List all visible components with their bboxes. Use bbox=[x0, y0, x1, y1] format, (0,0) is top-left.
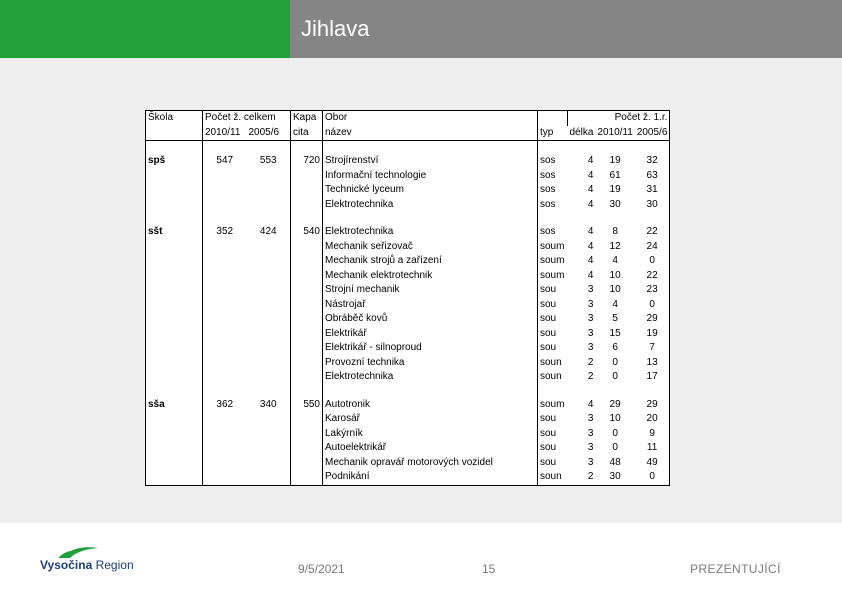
program-length: 3 bbox=[587, 413, 594, 424]
program-length: 4 bbox=[587, 255, 594, 266]
school-name: spš bbox=[146, 154, 203, 212]
table-row bbox=[146, 225, 670, 240]
program-first-year-2005: 0 bbox=[635, 254, 670, 269]
program-type: sou bbox=[538, 427, 568, 442]
program-length: 4 bbox=[587, 155, 594, 166]
header-accent bbox=[0, 0, 290, 58]
program-first-year-2005: 9 bbox=[635, 427, 670, 442]
program-name: Informační technologie bbox=[323, 169, 538, 184]
header-kapacita-2: cita bbox=[291, 126, 323, 141]
program-name: Elektrikář - silnoproud bbox=[323, 341, 538, 356]
program-length: 3 bbox=[587, 284, 594, 295]
program-first-year-2010: 48 bbox=[609, 456, 621, 468]
program-type: sos bbox=[538, 169, 568, 184]
program-first-year-2010: 19 bbox=[609, 184, 621, 195]
program-length: 3 bbox=[587, 342, 594, 353]
program-type: sou bbox=[538, 341, 568, 356]
header-obor-2: název bbox=[323, 126, 538, 141]
program-first-year-2010: 4 bbox=[612, 255, 618, 266]
program-first-year-2005: 30 bbox=[635, 198, 670, 213]
program-type: sos bbox=[538, 225, 568, 240]
program-length: 4 bbox=[587, 184, 594, 195]
program-first-year-2010: 10 bbox=[609, 269, 621, 281]
school-count-2010: 362 bbox=[203, 398, 247, 486]
program-first-year-2010: 0 bbox=[612, 442, 618, 453]
program-name: Nástrojař bbox=[323, 298, 538, 313]
schools-table bbox=[145, 110, 670, 486]
presenter-label: PREZENTUJÍCÍ bbox=[690, 562, 781, 576]
school-count-2010: 352 bbox=[203, 225, 247, 385]
school-count-2005: 340 bbox=[247, 398, 291, 486]
program-first-year-2005: 29 bbox=[635, 312, 670, 327]
program-type: sou bbox=[538, 456, 568, 471]
program-first-year-2005: 24 bbox=[635, 240, 670, 255]
header-skola: Škola bbox=[146, 111, 203, 126]
program-name: Autotronik bbox=[323, 398, 538, 413]
program-first-year-2010: 30 bbox=[595, 470, 634, 485]
footer-date: 9/5/2021 bbox=[298, 562, 345, 576]
program-name: Strojírenství bbox=[323, 154, 538, 169]
program-first-year-2010: 30 bbox=[609, 198, 621, 210]
program-name: Lakýrník bbox=[323, 427, 538, 442]
program-type: sou bbox=[538, 283, 568, 298]
table-row bbox=[146, 398, 670, 413]
program-name: Technické lyceum bbox=[323, 183, 538, 198]
program-first-year-2010: 12 bbox=[609, 240, 621, 252]
program-first-year-2005: 17 bbox=[635, 370, 670, 385]
program-first-year-2010: 4 bbox=[612, 298, 618, 310]
program-first-year-2005: 0 bbox=[635, 470, 670, 485]
program-first-year-2005: 29 bbox=[635, 398, 670, 413]
program-type: sou bbox=[538, 412, 568, 427]
program-first-year-2010: 0 bbox=[612, 371, 618, 382]
program-type: sou bbox=[538, 312, 568, 327]
program-first-year-2005: 22 bbox=[635, 269, 670, 284]
program-length: 4 bbox=[587, 198, 594, 210]
school-capacity: 540 bbox=[291, 225, 323, 385]
program-length: 2 bbox=[568, 470, 596, 485]
program-name: Mechanik opravář motorových vozidel bbox=[323, 456, 538, 471]
school-count-2010: 547 bbox=[203, 154, 247, 212]
program-type: soun bbox=[538, 356, 568, 371]
header-obor-1: Obor bbox=[323, 111, 538, 126]
header-bar bbox=[0, 0, 842, 58]
program-name: Elektrotechnika bbox=[323, 198, 538, 213]
program-name: Autoelektrikář bbox=[323, 441, 538, 456]
program-type: soum bbox=[538, 398, 568, 413]
table-row bbox=[146, 154, 670, 169]
header-typ: typ bbox=[538, 126, 568, 141]
program-type: sou bbox=[538, 441, 568, 456]
header-pocet-celkem: Počet ž. celkem bbox=[203, 111, 291, 126]
program-type: sou bbox=[538, 298, 568, 313]
program-first-year-2005: 49 bbox=[635, 456, 670, 471]
header-delka: délka bbox=[568, 126, 596, 141]
program-length: 2 bbox=[587, 371, 594, 382]
header-r-2010: 2010/11 bbox=[595, 126, 634, 141]
program-first-year-2010: 61 bbox=[609, 169, 621, 181]
header-kapacita-1: Kapa bbox=[291, 111, 323, 126]
program-length: 3 bbox=[587, 327, 594, 339]
program-type: soum bbox=[538, 254, 568, 269]
program-type: soum bbox=[538, 269, 568, 284]
school-name: sšt bbox=[146, 225, 203, 385]
program-first-year-2005: 19 bbox=[635, 327, 670, 342]
program-type: soun bbox=[538, 370, 568, 385]
program-first-year-2005: 32 bbox=[635, 154, 670, 169]
school-capacity: 550 bbox=[291, 398, 323, 486]
program-name: Karosář bbox=[323, 412, 538, 427]
program-first-year-2010: 8 bbox=[612, 226, 618, 237]
program-type: sos bbox=[538, 198, 568, 213]
program-first-year-2010: 0 bbox=[612, 427, 618, 439]
program-name: Mechanik seřizovač bbox=[323, 240, 538, 255]
program-first-year-2010: 5 bbox=[612, 313, 618, 324]
program-first-year-2010: 0 bbox=[612, 356, 618, 368]
program-first-year-2005: 20 bbox=[635, 412, 670, 427]
program-length: 3 bbox=[587, 298, 594, 310]
program-name: Elektrikář bbox=[323, 327, 538, 342]
program-type: soum bbox=[538, 240, 568, 255]
program-name: Mechanik strojů a zařízení bbox=[323, 254, 538, 269]
program-name: Mechanik elektrotechnik bbox=[323, 269, 538, 284]
program-length: 3 bbox=[587, 313, 594, 324]
school-name: sša bbox=[146, 398, 203, 486]
program-type: sou bbox=[538, 327, 568, 342]
program-name: Elektrotechnika bbox=[323, 370, 538, 385]
program-length: 4 bbox=[587, 398, 594, 410]
program-first-year-2005: 31 bbox=[635, 183, 670, 198]
school-count-2005: 553 bbox=[259, 155, 277, 166]
header-pocet-1r: Počet ž. 1.r. bbox=[568, 111, 670, 126]
program-first-year-2010: 10 bbox=[609, 284, 621, 295]
header-year-2005: 2005/6 bbox=[247, 126, 291, 141]
program-first-year-2010: 29 bbox=[609, 398, 621, 410]
program-length: 4 bbox=[587, 226, 594, 237]
program-first-year-2010: 19 bbox=[609, 155, 621, 166]
header-r-2005: 2005/6 bbox=[635, 126, 670, 141]
program-length: 2 bbox=[587, 356, 594, 368]
program-type: sos bbox=[538, 154, 568, 169]
program-length: 4 bbox=[587, 269, 594, 281]
program-length: 3 bbox=[587, 456, 594, 468]
program-first-year-2005: 22 bbox=[635, 225, 670, 240]
program-length: 4 bbox=[587, 169, 594, 181]
program-first-year-2010: 10 bbox=[609, 413, 621, 424]
page-number: 15 bbox=[482, 562, 496, 576]
program-first-year-2010: 15 bbox=[609, 327, 621, 339]
program-name: Provozní technika bbox=[323, 356, 538, 371]
program-name: Podnikání bbox=[323, 470, 538, 485]
program-first-year-2005: 0 bbox=[635, 298, 670, 313]
program-name: Obráběč kovů bbox=[323, 312, 538, 327]
program-first-year-2005: 23 bbox=[635, 283, 670, 298]
program-first-year-2005: 63 bbox=[635, 169, 670, 184]
logo-text: Vysočina Region bbox=[40, 558, 134, 572]
program-first-year-2005: 7 bbox=[635, 341, 670, 356]
program-first-year-2010: 6 bbox=[612, 342, 618, 353]
page-title: Jihlava bbox=[301, 16, 370, 41]
header-year-2010: 2010/11 bbox=[203, 126, 247, 141]
program-first-year-2005: 11 bbox=[635, 441, 670, 456]
school-count-2005: 424 bbox=[259, 226, 277, 237]
program-name: Strojní mechanik bbox=[323, 283, 538, 298]
program-first-year-2005: 13 bbox=[635, 356, 670, 371]
program-type: soun bbox=[538, 470, 568, 485]
program-length: 3 bbox=[587, 427, 594, 439]
school-capacity: 720 bbox=[291, 154, 323, 212]
program-length: 3 bbox=[587, 442, 594, 453]
program-type: sos bbox=[538, 183, 568, 198]
program-length: 4 bbox=[587, 240, 594, 252]
program-name: Elektrotechnika bbox=[323, 225, 538, 240]
